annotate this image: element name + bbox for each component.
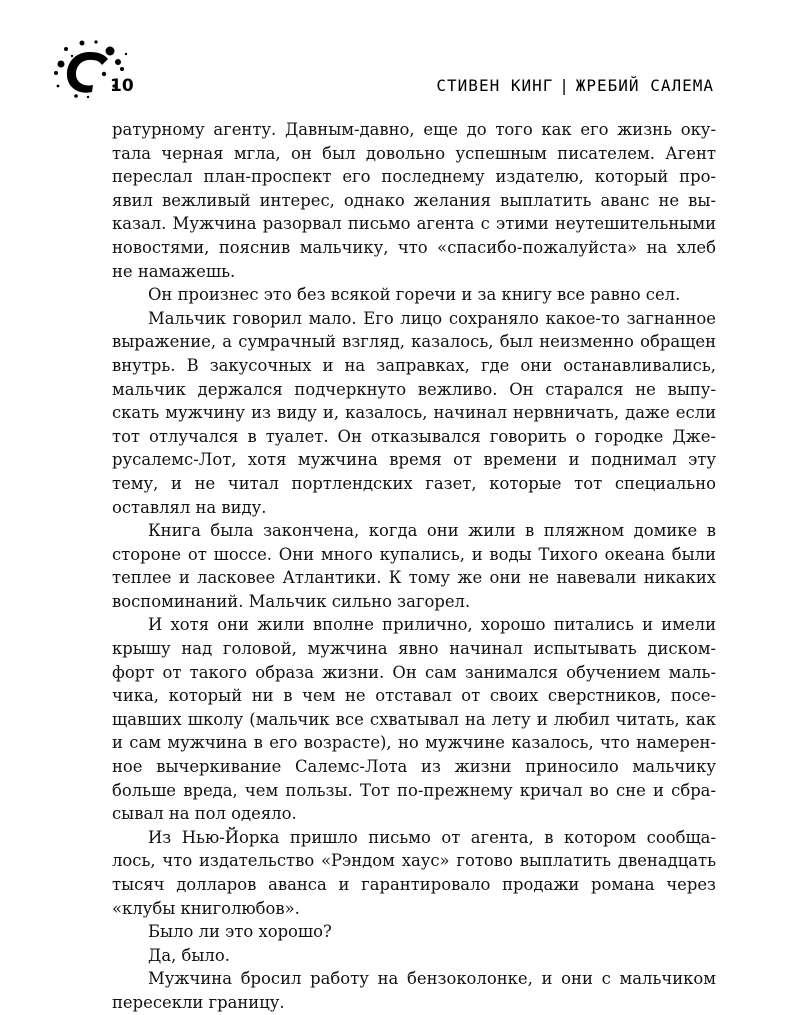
text-line: внутрь. В закусочных и на заправках, где они останавливались, — [112, 355, 716, 375]
text-line: тот отлучался в туалет. Он отказывался говорить о городке Дже- — [112, 426, 716, 446]
text-line: новостями, пояснив мальчику, что «спасибо-пожалуйста» на хлеб — [112, 237, 716, 257]
text-line: щавших школу (мальчик все схватывал на лету и любил читать, как — [112, 709, 716, 729]
running-head — [436, 76, 714, 95]
text-line: ратурному агенту. Давным-давно, еще до того как его жизнь оку- — [112, 120, 716, 139]
author-name: СТИВЕН КИНГ — [436, 76, 554, 95]
header-separator: | — [561, 76, 568, 95]
body-text — [112, 118, 716, 1015]
text-line: оставлял на виду. — [112, 497, 267, 517]
text-line: больше вреда, чем пользы. Тот по-прежнему кричал во сне и сбра- — [112, 780, 716, 800]
text-line: Было ли это хорошо? — [148, 922, 332, 942]
text-line: крышу над головой, мужчина явно начинал испытывать диском- — [112, 639, 716, 659]
text-line: Он произнес это без всякой горечи и за книгу все равно сел. — [148, 285, 681, 305]
text-line: и сам мужчина в его возрасте), но мужчине казалось, что намерен- — [112, 733, 716, 753]
text-line: форт от такого образа жизни. Он сам занимался обучением маль- — [112, 662, 716, 682]
text-line: мальчик держался подчеркнуто вежливо. Он старался не выпу- — [112, 379, 716, 399]
text-line: Мальчик говорил мало. Его лицо сохраняло какое-то загнанное — [148, 308, 716, 328]
text-line: сывал на пол одеяло. — [112, 804, 297, 824]
text-line: чика, который ни в чем не отставал от своих сверстников, посе- — [112, 686, 716, 706]
text-line: русалемс-Лот, хотя мужчина время от времени и поднимал эту — [112, 450, 716, 470]
text-line: Мужчина бросил работу на бензоколонке, и они с мальчиком — [148, 969, 716, 989]
text-line: выражение, а сумрачный взгляд, казалось, был неизменно обращен — [112, 332, 716, 352]
text-line: казал. Мужчина разорвал письмо агента с этими неутешительными — [112, 214, 716, 234]
text-line: явил вежливый интерес, однако желания выплатить аванс не вы- — [112, 190, 716, 210]
text-line: Из Нью-Йорка пришло письмо от агента, в котором сообща- — [148, 827, 716, 847]
text-line: И хотя они жили вполне прилично, хорошо питались и имели — [148, 615, 716, 635]
text-line: пересекли границу. — [112, 992, 285, 1012]
text-line: переслал план-проспект его последнему издателю, который про- — [112, 167, 716, 187]
text-line: воспоминаний. Мальчик сильно загорел. — [112, 591, 471, 611]
text-line: ное вычеркивание Салемс-Лота из жизни приносило мальчику — [112, 757, 716, 777]
text-line: тала черная мгла, он был довольно успешным писателем. Агент — [112, 143, 716, 163]
text-line: не намажешь. — [112, 261, 236, 281]
text-line: тысяч долларов аванса и гарантировало продажи романа через — [112, 875, 716, 894]
book-title: ЖРЕБИЙ САЛЕМА — [575, 76, 714, 95]
text-line: Да, было. — [148, 945, 230, 965]
text-line: стороне от шоссе. Они много купались, и воды Тихого океана были — [112, 544, 716, 564]
text-line: скать мужчину из виду и, казалось, начинал нервничать, даже если — [112, 403, 716, 423]
text-line: теплее и ласковее Атлантики. К тому же они не навевали никаких — [112, 568, 716, 588]
page-number: 10 — [110, 76, 134, 96]
text-line: «клубы книголюбов». — [112, 898, 300, 918]
text-line: лось, что издательство «Рэндом хаус» готово выплатить двенадцать — [112, 851, 716, 871]
text-line: тему, и не читал портлендских газет, которые тот специально — [112, 473, 716, 493]
text-line: Книга была закончена, когда они жили в пляжном домике в — [148, 521, 716, 541]
